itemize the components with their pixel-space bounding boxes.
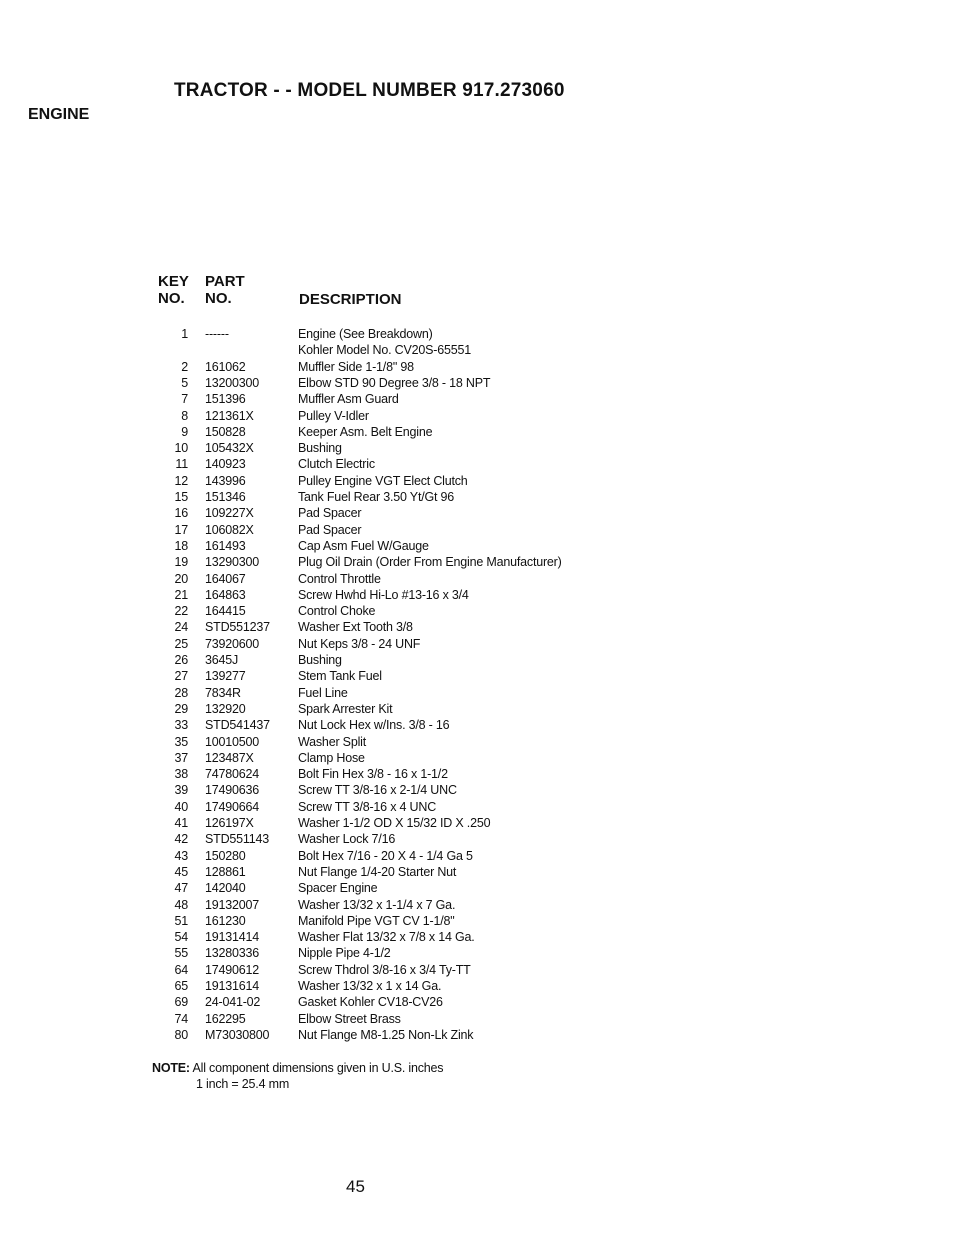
cell-desc: Nut Flange M8-1.25 Non-Lk Zink xyxy=(298,1027,474,1042)
cell-key: 5 xyxy=(181,375,188,390)
section-heading: ENGINE xyxy=(28,106,90,123)
cell-desc: Pad Spacer xyxy=(298,506,362,521)
cell-part: 7834R xyxy=(205,685,241,700)
cell-part: 161230 xyxy=(205,913,246,928)
cell-part: 17490664 xyxy=(205,799,260,814)
cell-desc: Bolt Fin Hex 3/8 - 16 x 1-1/2 xyxy=(298,767,448,782)
cell-part: STD551143 xyxy=(205,832,269,847)
cell-part: 143996 xyxy=(205,473,246,488)
cell-desc: Pulley Engine VGT Elect Clutch xyxy=(298,473,468,488)
cell-part: 132920 xyxy=(205,701,246,716)
cell-part: 13290300 xyxy=(205,555,260,570)
cell-desc: Screw TT 3/8-16 x 2-1/4 UNC xyxy=(298,783,457,798)
cell-part: 19131614 xyxy=(205,979,260,993)
cell-part: 151346 xyxy=(205,490,246,504)
cell-desc: Cap Asm Fuel W/Gauge xyxy=(298,538,429,553)
cell-desc: Nut Keps 3/8 - 24 UNF xyxy=(298,636,421,651)
cell-desc: Washer Ext Tooth 3/8 xyxy=(298,620,413,635)
cell-key: 41 xyxy=(174,816,188,830)
column-header-key-line1: KEY xyxy=(158,273,189,290)
cell-key: 25 xyxy=(174,636,188,651)
cell-part: 164067 xyxy=(205,571,246,586)
cell-part: 10010500 xyxy=(205,734,260,749)
cell-desc: Bolt Hex 7/16 - 20 X 4 - 1/4 Ga 5 xyxy=(298,848,473,863)
cell-key: 28 xyxy=(174,685,188,700)
cell-key: 74 xyxy=(174,1011,188,1026)
cell-key: 19 xyxy=(174,555,188,570)
cell-part: 74780624 xyxy=(205,767,260,782)
cell-part: 150280 xyxy=(205,848,246,863)
cell-desc: Manifold Pipe VGT CV 1-1/8" xyxy=(298,913,455,928)
cell-key: 17 xyxy=(174,522,188,537)
cell-key: 37 xyxy=(174,750,188,765)
cell-part: STD541437 xyxy=(205,718,270,733)
cell-key: 64 xyxy=(174,962,188,977)
cell-desc: Plug Oil Drain (Order From Engine Manufacturer) xyxy=(298,555,562,570)
cell-key: 40 xyxy=(174,799,188,814)
column-header-part-line1: PART xyxy=(205,273,245,290)
cell-part: M73030800 xyxy=(205,1027,270,1042)
cell-desc: Tank Fuel Rear 3.50 Yt/Gt 96 xyxy=(298,490,455,504)
page-number: 45 xyxy=(346,1177,365,1196)
cell-part: 161493 xyxy=(205,538,246,553)
cell-part: 109227X xyxy=(205,506,254,521)
column-header-key-no xyxy=(158,273,189,307)
cell-desc: Bushing xyxy=(298,653,342,667)
cell-part: 106082X xyxy=(205,522,254,537)
cell-desc: Spark Arrester Kit xyxy=(298,701,393,716)
cell-key: 29 xyxy=(174,701,188,716)
cell-desc: Muffler Side 1-1/8" 98 xyxy=(298,359,414,374)
cell-part: 17490636 xyxy=(205,783,260,798)
cell-desc: Kohler Model No. CV20S-65551 xyxy=(298,343,471,358)
cell-key: 9 xyxy=(181,424,188,439)
cell-desc: Nut Lock Hex w/Ins. 3/8 - 16 xyxy=(298,718,450,733)
cell-part: 126197X xyxy=(205,816,254,830)
cell-part: 162295 xyxy=(205,1011,246,1026)
cell-key: 39 xyxy=(174,783,188,798)
cell-part: 17490612 xyxy=(205,962,260,977)
cell-key: 15 xyxy=(174,490,188,504)
cell-key: 47 xyxy=(174,881,188,896)
cell-key: 24 xyxy=(174,620,188,635)
cell-key: 33 xyxy=(174,718,188,733)
cell-key: 55 xyxy=(174,946,188,961)
cell-part: 139277 xyxy=(205,669,246,684)
cell-part: 121361X xyxy=(205,408,254,423)
cell-part: 3645J xyxy=(205,653,239,667)
cell-key: 43 xyxy=(174,848,188,863)
cell-desc: Fuel Line xyxy=(298,685,348,700)
column-header-part-no xyxy=(205,273,245,307)
cell-part: 13200300 xyxy=(205,375,260,390)
cell-desc: Gasket Kohler CV18-CV26 xyxy=(298,995,443,1010)
cell-key: 69 xyxy=(174,995,188,1010)
cell-key: 42 xyxy=(174,832,188,847)
cell-desc: Pad Spacer xyxy=(298,522,362,537)
cell-desc: Washer 1-1/2 OD X 15/32 ID X .250 xyxy=(298,816,491,830)
cell-desc: Washer Split xyxy=(298,734,366,749)
cell-key: 51 xyxy=(174,913,188,928)
cell-part: 19131414 xyxy=(205,930,260,945)
cell-desc: Screw Thdrol 3/8-16 x 3/4 Ty-TT xyxy=(298,962,471,977)
cell-part: 161062 xyxy=(205,359,246,374)
cell-desc: Washer Flat 13/32 x 7/8 x 14 Ga. xyxy=(298,930,475,945)
column-header-key-line2: NO. xyxy=(158,290,185,307)
page-title: TRACTOR - - MODEL NUMBER 917.273060 xyxy=(174,80,565,101)
cell-part: 164415 xyxy=(205,604,246,619)
cell-part: 150828 xyxy=(205,424,246,439)
cell-part: 19132007 xyxy=(205,897,260,912)
cell-desc: Muffler Asm Guard xyxy=(298,392,399,407)
cell-key: 21 xyxy=(174,587,188,602)
cell-desc: Keeper Asm. Belt Engine xyxy=(298,424,433,439)
cell-key: 45 xyxy=(174,864,188,879)
note-label: NOTE: xyxy=(152,1061,190,1075)
cell-key: 2 xyxy=(181,359,188,374)
unit-conversion-note: 1 inch = 25.4 mm xyxy=(196,1077,290,1091)
cell-part: STD551237 xyxy=(205,620,270,635)
cell-desc: Clamp Hose xyxy=(298,750,365,765)
cell-desc: Elbow Street Brass xyxy=(298,1011,401,1026)
column-header-description: DESCRIPTION xyxy=(299,291,402,308)
cell-key: 54 xyxy=(174,930,188,945)
cell-desc: Stem Tank Fuel xyxy=(298,669,382,684)
cell-part: 24-041-02 xyxy=(205,995,261,1010)
cell-key: 65 xyxy=(174,979,188,993)
cell-key: 22 xyxy=(174,604,188,619)
cell-key: 11 xyxy=(175,457,188,472)
cell-desc: Control Choke xyxy=(298,604,376,619)
cell-part: ------ xyxy=(205,327,229,341)
cell-desc: Washer 13/32 x 1 x 14 Ga. xyxy=(298,979,442,993)
cell-key: 35 xyxy=(174,734,188,749)
cell-desc: Engine (See Breakdown) xyxy=(298,327,433,341)
cell-key: 18 xyxy=(174,538,188,553)
cell-desc: Washer Lock 7/16 xyxy=(298,832,396,847)
cell-key: 12 xyxy=(174,473,188,488)
note-text: All component dimensions given in U.S. inches xyxy=(189,1061,444,1075)
cell-part: 142040 xyxy=(205,881,246,896)
cell-part: 13280336 xyxy=(205,946,260,961)
cell-key: 10 xyxy=(174,441,188,456)
cell-part: 105432X xyxy=(205,441,254,456)
cell-key: 27 xyxy=(174,669,188,684)
cell-part: 73920600 xyxy=(205,636,260,651)
cell-key: 16 xyxy=(174,506,188,521)
cell-key: 48 xyxy=(174,897,188,912)
cell-key: 1 xyxy=(181,327,188,341)
cell-part: 128861 xyxy=(205,864,246,879)
cell-desc: Screw Hwhd Hi-Lo #13-16 x 3/4 xyxy=(298,587,469,602)
cell-part: 140923 xyxy=(205,457,246,472)
cell-desc: Bushing xyxy=(298,441,342,456)
cell-part: 151396 xyxy=(205,392,246,407)
cell-desc: Pulley V-Idler xyxy=(298,408,369,423)
cell-key: 80 xyxy=(174,1027,188,1042)
cell-key: 26 xyxy=(174,653,188,667)
cell-key: 38 xyxy=(174,767,188,782)
cell-desc: Nipple Pipe 4-1/2 xyxy=(298,946,391,961)
dimensions-note xyxy=(152,1060,443,1076)
cell-part: 123487X xyxy=(205,750,254,765)
cell-desc: Washer 13/32 x 1-1/4 x 7 Ga. xyxy=(298,897,456,912)
cell-desc: Elbow STD 90 Degree 3/8 - 18 NPT xyxy=(298,375,491,390)
cell-key: 8 xyxy=(181,408,188,423)
cell-key: 7 xyxy=(181,392,188,407)
cell-part: 164863 xyxy=(205,587,246,602)
column-header-part-line2: NO. xyxy=(205,290,232,307)
cell-desc: Control Throttle xyxy=(298,571,381,586)
cell-desc: Screw TT 3/8-16 x 4 UNC xyxy=(298,799,437,814)
cell-desc: Nut Flange 1/4-20 Starter Nut xyxy=(298,864,457,879)
cell-desc: Spacer Engine xyxy=(298,881,378,896)
cell-desc: Clutch Electric xyxy=(298,457,375,472)
cell-key: 20 xyxy=(174,571,188,586)
